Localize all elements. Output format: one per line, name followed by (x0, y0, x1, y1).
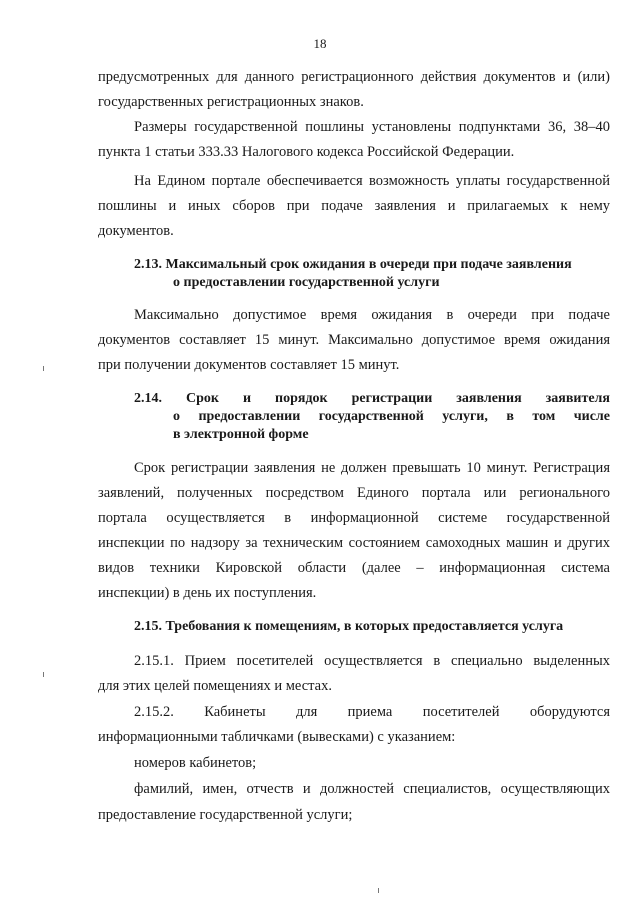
paragraph-line: портала осуществляется в информационной системе государственной (98, 510, 610, 526)
paragraph-line: государственных регистрационных знаков. (98, 94, 364, 110)
section-heading: 2.14. Срок и порядок регистрации заявления заявителя (134, 391, 610, 406)
paragraph-line: фамилий, имен, отчеств и должностей специалистов, осуществляющих (134, 781, 610, 797)
paragraph-line: 2.15.2. Кабинеты для приема посетителей оборудуются (134, 704, 610, 720)
section-heading: о предоставлении государственной услуги, в том числе (173, 409, 610, 424)
paragraph-line: документов составляет 15 минут. Максимально допустимое время ожидания (98, 332, 610, 348)
paragraph-line: заявлений, полученных посредством Единого портала или регионального (98, 485, 610, 501)
paragraph-line: Срок регистрации заявления не должен превышать 10 минут. Регистрация (134, 460, 610, 476)
paragraph-line: информационными табличками (вывесками) с указанием: (98, 729, 456, 745)
paragraph-line: Максимально допустимое время ожидания в очереди при подаче (134, 307, 610, 323)
paragraph-line: видов техники Кировской области (далее – информационная система (98, 560, 610, 576)
paragraph-line: инспекции по надзору за техническим состоянием самоходных машин и других (98, 535, 610, 551)
paragraph-line: пошлины и иных сборов при подаче заявления и прилагаемых к нему (98, 198, 610, 214)
paragraph-line: 2.15.1. Прием посетителей осуществляется в специально выделенных (134, 653, 610, 669)
section-heading: в электронной форме (173, 427, 309, 442)
scan-speck (43, 366, 44, 371)
paragraph-line: На Едином портале обеспечивается возможность уплаты государственной (134, 173, 610, 189)
paragraph-line: при получении документов составляет 15 минут. (98, 357, 400, 373)
paragraph-line: номеров кабинетов; (134, 755, 257, 771)
section-heading: 2.13. Максимальный срок ожидания в очереди при подаче заявления (134, 257, 572, 272)
paragraph-line: пункта 1 статьи 333.33 Налогового кодекса Российской Федерации. (98, 144, 515, 160)
paragraph-line: Размеры государственной пошлины установлены подпунктами 36, 38–40 (134, 119, 610, 135)
page-number: 18 (313, 36, 327, 51)
scan-speck (43, 672, 44, 677)
paragraph-line: предусмотренных для данного регистрационного действия документов и (или) (98, 69, 610, 85)
scan-speck (378, 888, 379, 893)
paragraph-line: инспекции) в день их поступления. (98, 585, 317, 601)
paragraph-line: документов. (98, 223, 174, 239)
section-heading: о предоставлении государственной услуги (173, 275, 440, 290)
paragraph-line: для этих целей помещениях и местах. (98, 678, 332, 694)
section-heading: 2.15. Требования к помещениям, в которых предоставляется услуга (134, 619, 564, 634)
paragraph-line: предоставление государственной услуги; (98, 807, 353, 823)
